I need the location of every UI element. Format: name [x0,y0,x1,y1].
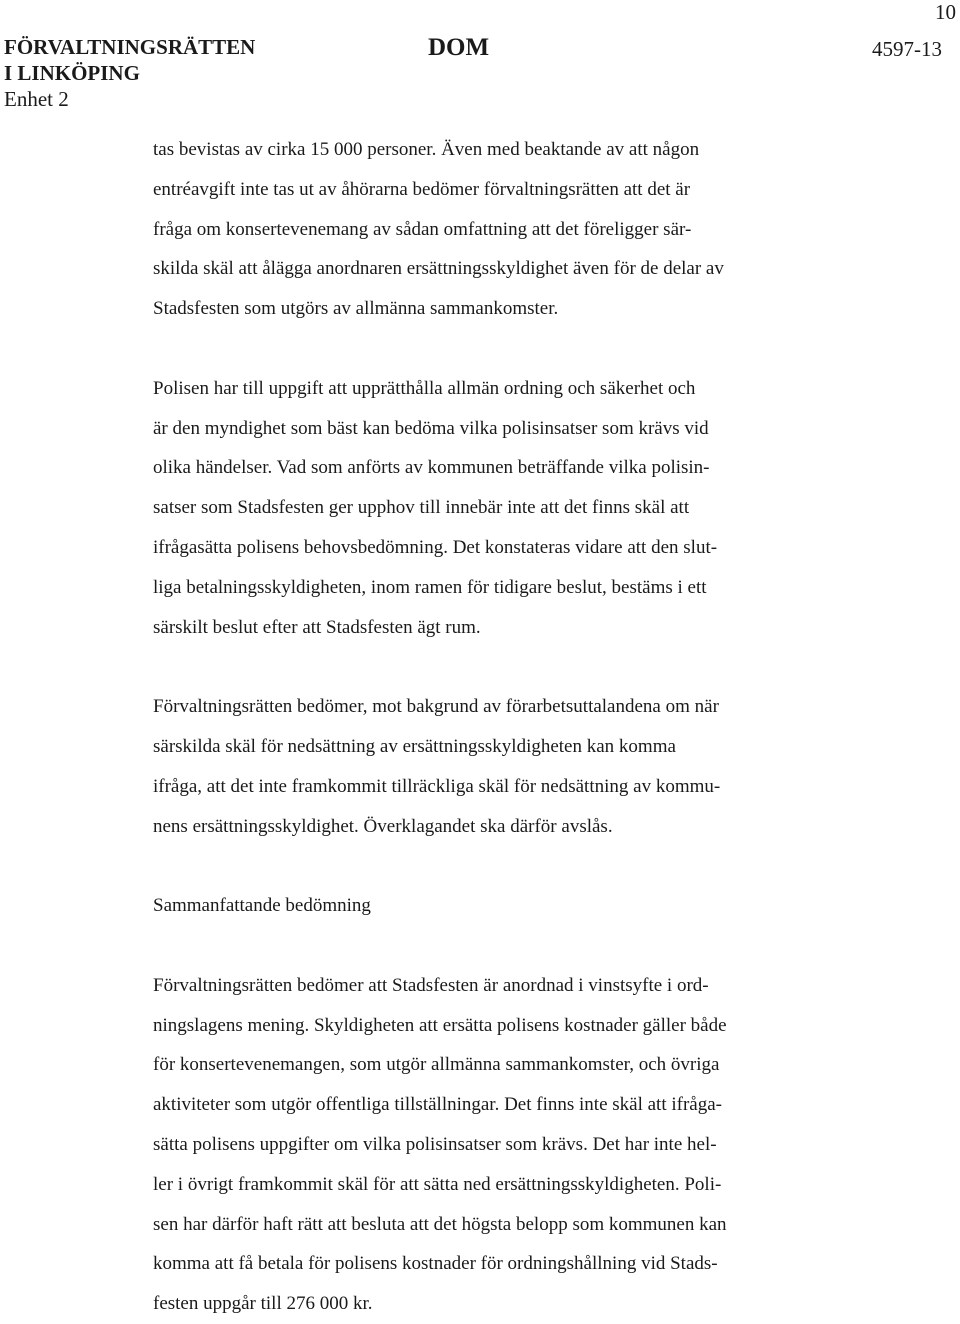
court-name-line2: I LINKÖPING [4,61,140,85]
text-line: Förvaltningsrätten bedömer, mot bakgrund av förarbetsuttalandena om när [153,696,719,718]
text-line: ifråga, att det inte framkommit tillräckliga skäl för nedsättning av kommu- [153,775,721,797]
text-line: satser som Stadsfesten ger upphov till innebär inte att det finns skäl att [153,497,690,519]
paragraph-3 [153,687,853,846]
text-line: särskilt beslut efter att Stadsfesten ägt rum. [153,616,481,638]
text-line: sätta polisens uppgifter om vilka polisinsatser som krävs. Det har inte hel- [153,1133,717,1155]
text-line: aktiviteter som utgör offentliga tillställningar. Det finns inte skäl att ifråga- [153,1094,722,1116]
text-line: olika händelser. Vad som anförts av kommunen beträffande vilka polisin- [153,457,710,479]
court-name-line1: FÖRVALTNINGSRÄTTEN [4,35,256,59]
text-line: ler i övrigt framkommit skäl för att sätta ned ersättningsskyldigheten. Poli- [153,1173,722,1195]
text-line: liga betalningsskyldigheten, inom ramen för tidigare beslut, bestäms i ett [153,576,707,598]
text-line: ningslagens mening. Skyldigheten att ersätta polisens kostnader gäller både [153,1014,727,1036]
case-number: 4597-13 [872,37,942,61]
text-line: för konsertevenemangen, som utgör allmänna sammankomster, och övriga [153,1054,720,1076]
paragraph-2 [153,369,853,648]
court-name [4,34,255,112]
section-heading-text: Sammanfattande bedömning [153,895,371,917]
text-line: festen uppgår till 276 000 kr. [153,1293,373,1315]
text-line: skilda skäl att ålägga anordnaren ersättningsskyldighet även för de delar av [153,258,724,280]
text-line: tas bevistas av cirka 15 000 personer. Även med beaktande av att någon [153,139,700,160]
page-number: 10 [935,0,956,24]
paragraph-1 [153,130,853,329]
section-heading [153,886,853,926]
text-line: fråga om konsertevenemang av sådan omfattning att det föreligger sär- [153,218,692,240]
text-line: ifrågasätta polisens behovsbedömning. Det konstateras vidare att den slut- [153,536,718,558]
text-line: komma att få betala för polisens kostnader för ordningshållning vid Stads- [153,1253,718,1275]
paragraph-5 [153,966,853,1324]
document-header [4,34,942,114]
court-unit: Enhet 2 [4,87,69,111]
text-line: Förvaltningsrätten bedömer att Stadsfesten är anordnad i vinstsyfte i ord- [153,974,709,996]
text-line: Stadsfesten som utgörs av allmänna sammankomster. [153,298,559,320]
text-line: är den myndighet som bäst kan bedöma vilka polisinsatser som krävs vid [153,417,709,439]
text-line: nens ersättningsskyldighet. Överklagandet ska därför avslås. [153,815,613,837]
text-line: särskilda skäl för nedsättning av ersättningsskyldigheten kan komma [153,735,676,757]
document-body [153,130,853,1324]
text-line: sen har därför haft rätt att besluta att det högsta belopp som kommunen kan [153,1213,727,1235]
document-type: DOM [428,34,490,61]
text-line: Polisen har till uppgift att upprätthålla allmän ordning och säkerhet och [153,377,696,399]
text-line: entréavgift inte tas ut av åhörarna bedömer förvaltningsrätten att det är [153,178,691,200]
